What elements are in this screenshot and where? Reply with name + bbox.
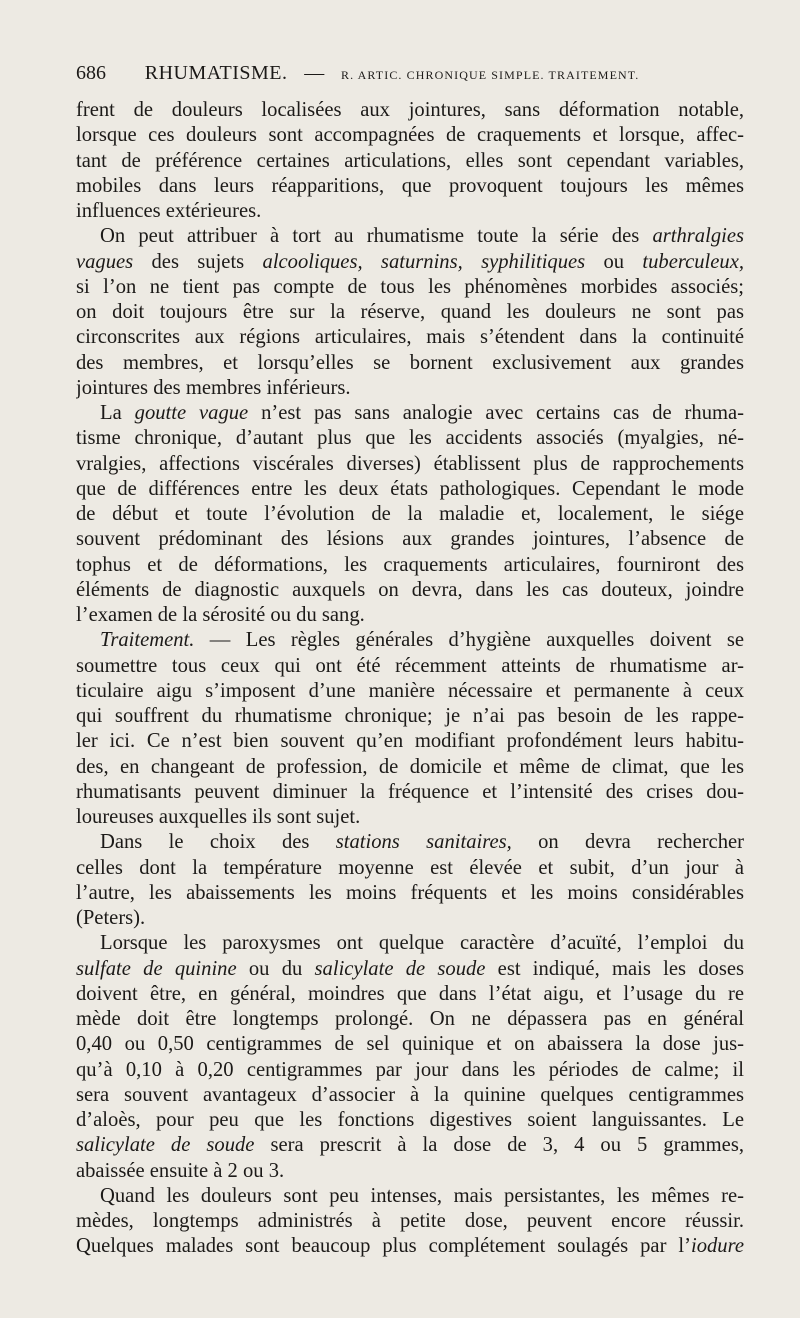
text-line: si l’on ne tient pas compte de tous les phénomènes morbides associés; — [76, 275, 744, 298]
text-line: l’examen de la sérosité ou du sang. — [76, 604, 365, 626]
text-line: que de différences entre les deux états pathologiques. Cependant le mode — [76, 477, 744, 500]
text-line: 0,40 ou 0,50 centigrammes de sel quinique et on abaissera la dose jus- — [76, 1033, 744, 1056]
text-line: salicylate de soude sera prescrit à la dose de 3, 4 ou 5 grammes, — [76, 1134, 744, 1157]
text-line: abaissée ensuite à 2 ou 3. — [76, 1159, 285, 1182]
text-line: Dans le choix des stations sanitaires, on devra rechercher — [100, 831, 744, 854]
text-line: rhumatisants peuvent diminuer la fréquence et l’intensité des crises dou- — [76, 780, 744, 803]
text-line: des, en changeant de profession, de domicile et même de climat, que les — [76, 755, 744, 778]
text-line: soumettre tous ceux qui ont été récemment atteints de rhumatisme ar- — [76, 654, 744, 677]
running-header — [76, 62, 748, 92]
text-line: celles dont la température moyenne est élevée et subit, d’un jour à — [76, 856, 744, 879]
text-line: de début et toute l’évolution de la maladie et, localement, le siége — [76, 503, 744, 525]
body-text — [76, 98, 744, 1260]
text-line: doivent être, en général, moindres que dans l’état aigu, et l’usage du re — [76, 982, 744, 1005]
header-dash: — — [304, 62, 325, 84]
text-line: Quelques malades sont beaucoup plus complétement soulagés par l’iodure — [76, 1235, 744, 1258]
text-line: on doit toujours être sur la réserve, quand les douleurs ne sont pas — [76, 301, 744, 323]
text-line: loureuses auxquelles ils sont sujet. — [76, 806, 361, 828]
text-line: tant de préférence certaines articulations, elles sont cependant variables, — [76, 149, 744, 172]
text-line: éléments de diagnostic auxquels on devra, dans les cas douteux, joindre — [76, 578, 744, 601]
text-line: mède doit être longtemps prolongé. On ne dépassera pas en général — [76, 1008, 744, 1030]
text-line: sera souvent avantageux d’associer à la quinine quelques centigrammes — [76, 1083, 744, 1106]
text-line: tophus et de déformations, les craquements articulaires, fourniront des — [76, 553, 744, 576]
page-number: 686 — [76, 62, 106, 84]
text-line: influences extérieures. — [76, 200, 262, 222]
text-line: qui souffrent du rhumatisme chronique; je n’ai pas besoin de les rappe- — [76, 705, 744, 727]
text-line: Traitement. — Les règles générales d’hygiène auxquelles doivent se — [100, 629, 744, 652]
text-line: ler ici. Ce n’est bien souvent qu’en modifiant profondément leurs habitu- — [76, 730, 744, 753]
text-line: lorsque ces douleurs sont accompagnées de craquements et lorsque, affec- — [76, 124, 744, 147]
header-title: RHUMATISME. — [144, 62, 288, 84]
header-subtitle: R. ARTIC. CHRONIQUE SIMPLE. TRAITEMENT. — [341, 68, 640, 82]
text-line: Quand les douleurs sont peu intenses, mais persistantes, les mêmes re- — [100, 1184, 744, 1207]
text-line: circonscrites aux régions articulaires, mais s’étendent dans la continuité — [76, 326, 744, 349]
text-line: des membres, et lorsqu’elles se bornent exclusivement aux grandes — [76, 351, 744, 374]
text-line: frent de douleurs localisées aux jointures, sans déformation notable, — [76, 99, 744, 121]
text-line: l’autre, les abaissements les moins fréquents et les moins considérables — [76, 881, 744, 904]
text-line: souvent prédominant des lésions aux grandes jointures, l’absence de — [76, 528, 744, 551]
text-line: d’aloès, pour peu que les fonctions digestives soient languissantes. Le — [76, 1109, 744, 1131]
text-line: On peut attribuer à tort au rhumatisme toute la série des arthralgies — [100, 225, 744, 248]
text-line: Lorsque les paroxysmes ont quelque caractère d’acuïté, l’emploi du — [100, 932, 744, 955]
text-line: jointures des membres inférieurs. — [76, 376, 351, 399]
text-line: ticulaire aigu s’imposent d’une manière nécessaire et permanente à ceux — [76, 679, 744, 702]
text-line: qu’à 0,10 à 0,20 centigrammes par jour dans les périodes de calme; il — [76, 1058, 744, 1081]
text-line: mobiles dans leurs réapparitions, que provoquent toujours les mêmes — [76, 174, 744, 197]
text-line: tisme chronique, d’autant plus que les accidents associés (myalgies, né- — [76, 427, 744, 450]
text-line: (Peters). — [76, 907, 146, 929]
text-line: vagues des sujets alcooliques, saturnins, syphilitiques ou tuberculeux, — [76, 250, 744, 273]
text-line: vralgies, affections viscérales diverses) établissent plus de rapprochements — [76, 452, 744, 475]
text-line: La goutte vague n’est pas sans analogie avec certains cas de rhuma- — [100, 402, 744, 424]
text-line: mèdes, longtemps administrés à petite dose, peuvent encore réussir. — [76, 1210, 744, 1232]
text-line: sulfate de quinine ou du salicylate de soude est indiqué, mais les doses — [76, 957, 744, 980]
